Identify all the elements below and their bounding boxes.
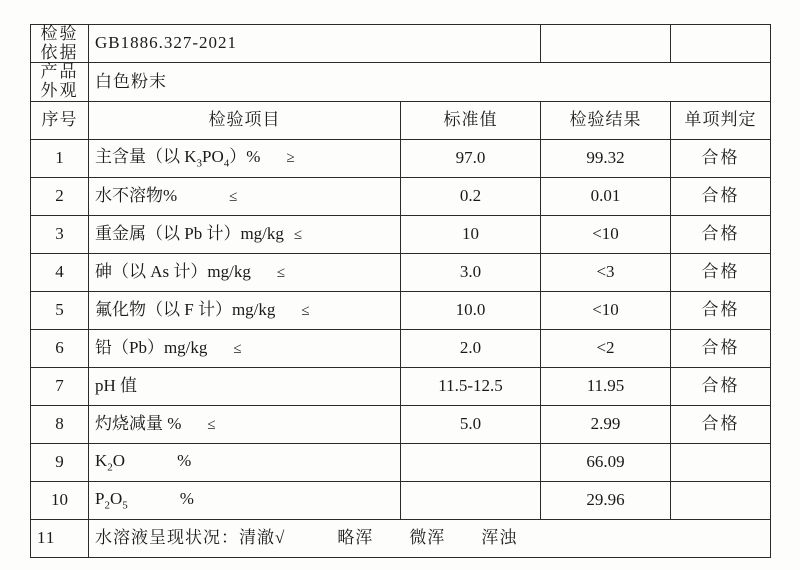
inspection-report-table: [30, 24, 771, 558]
header-standard: 标准值: [401, 101, 541, 139]
row-item: [89, 253, 401, 291]
header-result: 检验结果: [541, 101, 671, 139]
row-item: [89, 481, 401, 519]
row-item-unit: %: [179, 488, 194, 508]
row-index: 6: [31, 329, 89, 367]
row-verdict: 合格: [671, 177, 771, 215]
table-row: [31, 367, 771, 405]
header-verdict: 单项判定: [671, 101, 771, 139]
solution-state-cell: [89, 519, 771, 557]
row-item-text: 水不溶物%: [95, 185, 178, 205]
row-verdict: 合格: [671, 291, 771, 329]
row-item-text: 主含量（以 $K_3PO_4)\%$: [95, 146, 261, 169]
row-result: <2: [541, 329, 671, 367]
row-verdict: [671, 481, 771, 519]
row-item-operator: ≥: [286, 149, 295, 166]
row-standard: 2.0: [401, 329, 541, 367]
row-result: 11.95: [541, 367, 671, 405]
row-item: [89, 443, 401, 481]
row-standard: 3.0: [401, 253, 541, 291]
basis-blank-2: [671, 25, 771, 63]
row-item-text: 灼烧减量 %: [95, 413, 182, 433]
row-result: <10: [541, 291, 671, 329]
basis-value: GB1886.327-2021: [89, 25, 541, 63]
row-verdict: 合格: [671, 139, 771, 177]
row-standard: 10: [401, 215, 541, 253]
row-verdict: 合格: [671, 253, 771, 291]
row-item: [89, 329, 401, 367]
row-item: [89, 367, 401, 405]
table-row: [31, 139, 771, 177]
row-item-operator: ≤: [207, 416, 216, 433]
row-item: [89, 139, 401, 177]
row-item-operator: ≤: [293, 226, 303, 243]
row-index: 2: [31, 177, 89, 215]
row-standard: 11.5-12.5: [401, 367, 541, 405]
row-item-text: $K_2O$: [95, 450, 126, 473]
row-result: 99.32: [541, 139, 671, 177]
row-result: <3: [541, 253, 671, 291]
row-standard: 97.0: [401, 139, 541, 177]
row-item-unit: %: [177, 450, 192, 470]
table-row-solution-state: [31, 519, 771, 557]
row-index: 11: [31, 519, 89, 557]
table-row: [31, 253, 771, 291]
row-index: 3: [31, 215, 89, 253]
row-index: 9: [31, 443, 89, 481]
row-index: 7: [31, 367, 89, 405]
table-row-appearance: [31, 63, 771, 101]
row-index: 4: [31, 253, 89, 291]
solution-option-clear: 清澈√: [239, 527, 286, 547]
row-verdict: 合格: [671, 405, 771, 443]
row-verdict: [671, 443, 771, 481]
row-standard: 5.0: [401, 405, 541, 443]
table-row: [31, 177, 771, 215]
basis-label: 检验依据: [31, 25, 89, 63]
solution-option-turbid: 浑浊: [481, 527, 518, 547]
appearance-label: 产品外观: [31, 63, 89, 101]
row-item-text: 铅（Pb）mg/kg: [95, 337, 208, 357]
row-item-operator: ≤: [276, 264, 286, 281]
row-item: [89, 215, 401, 253]
solution-option-slightly-turbid: 略浑: [337, 527, 374, 547]
table-row: [31, 405, 771, 443]
row-verdict: 合格: [671, 215, 771, 253]
row-item-operator: ≤: [301, 302, 310, 319]
row-result: 0.01: [541, 177, 671, 215]
row-index: 5: [31, 291, 89, 329]
row-index: 10: [31, 481, 89, 519]
row-result: 66.09: [541, 443, 671, 481]
row-item-text: 氟化物（以 F 计）mg/kg: [95, 299, 276, 319]
row-result: <10: [541, 215, 671, 253]
row-result: 29.96: [541, 481, 671, 519]
header-item: 检验项目: [89, 101, 401, 139]
table-row: [31, 329, 771, 367]
row-item: [89, 405, 401, 443]
basis-blank-1: [541, 25, 671, 63]
table-row-basis: [31, 25, 771, 63]
row-item-operator: ≤: [229, 188, 238, 205]
row-item-text: 砷（以 As 计）mg/kg: [95, 261, 251, 281]
row-standard: 0.2: [401, 177, 541, 215]
solution-option-faintly-turbid: 微浑: [409, 527, 446, 547]
row-index: 1: [31, 139, 89, 177]
table-row: [31, 443, 771, 481]
table-row: [31, 215, 771, 253]
header-index: 序号: [31, 101, 89, 139]
solution-state-label: 水溶液呈现状况：: [95, 527, 239, 547]
row-standard: [401, 481, 541, 519]
table-row: [31, 291, 771, 329]
row-item-text: $P_2O_5$: [95, 488, 128, 511]
row-item: [89, 177, 401, 215]
row-item: [89, 291, 401, 329]
table-header-row: [31, 101, 771, 139]
appearance-value: 白色粉末: [89, 63, 771, 101]
row-verdict: 合格: [671, 329, 771, 367]
row-result: 2.99: [541, 405, 671, 443]
row-standard: 10.0: [401, 291, 541, 329]
row-item-operator: ≤: [233, 340, 242, 357]
row-item-text: 重金属（以 Pb 计）mg/kg: [95, 223, 284, 243]
row-verdict: 合格: [671, 367, 771, 405]
table-row: [31, 481, 771, 519]
row-standard: [401, 443, 541, 481]
row-index: 8: [31, 405, 89, 443]
row-item-text: pH 值: [95, 375, 138, 395]
